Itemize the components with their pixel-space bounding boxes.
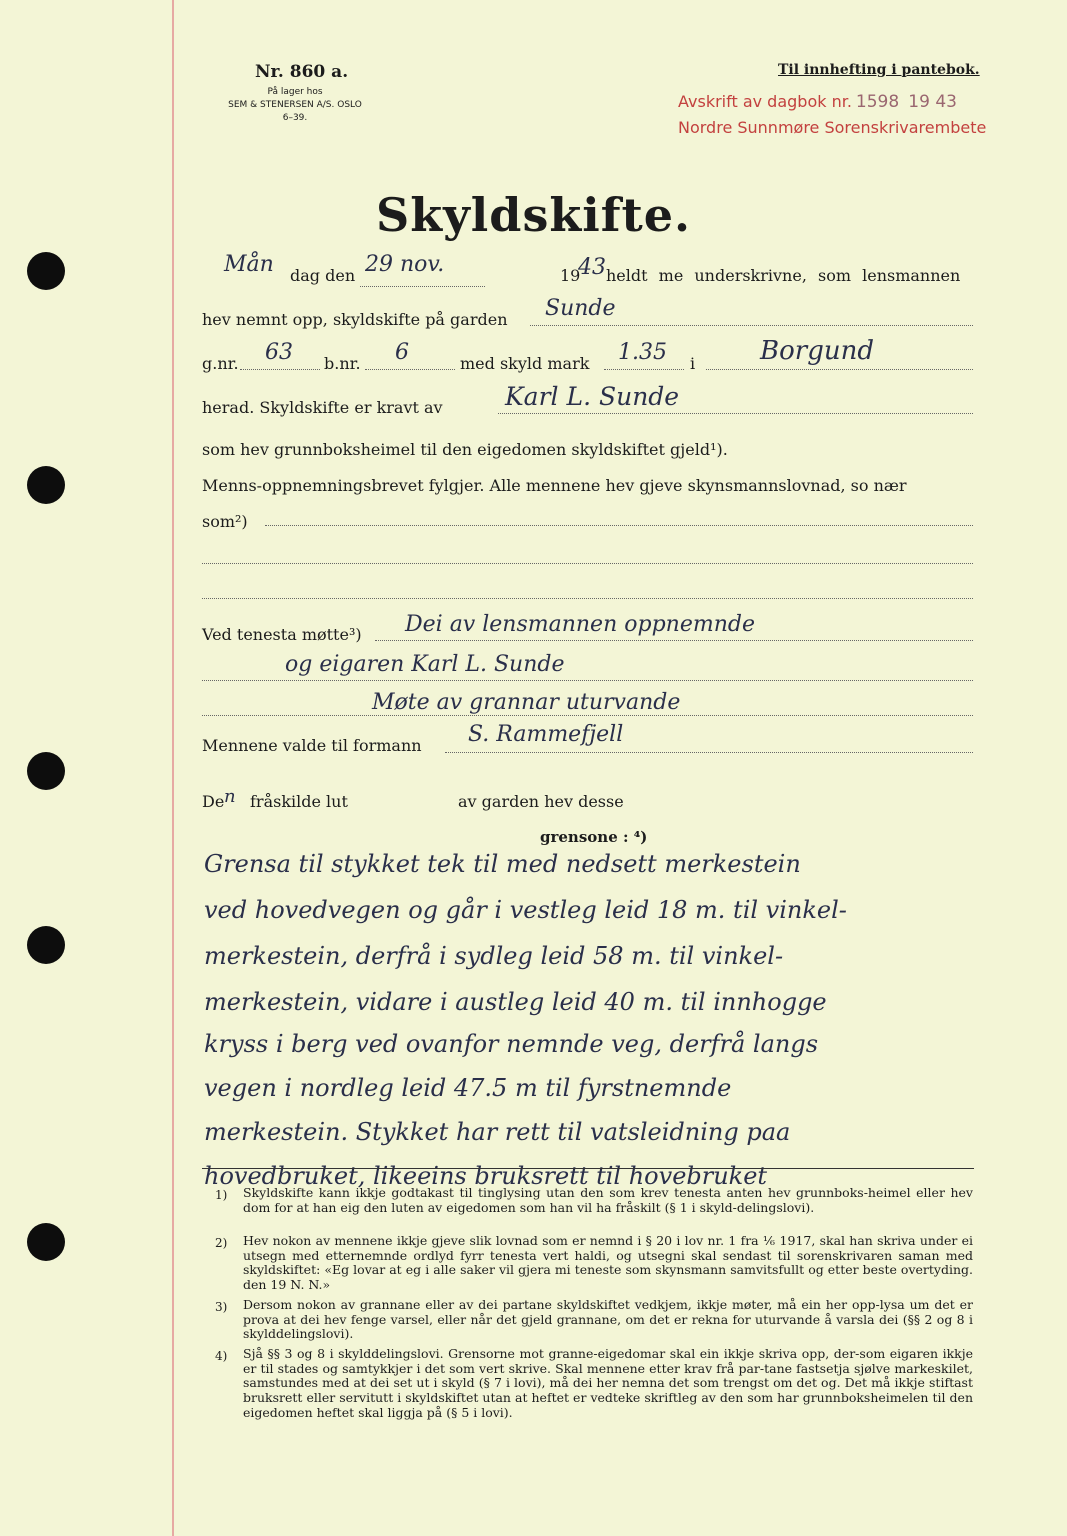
boundary-line: kryss i berg ved ovanfor nemnde veg, derfrå langs [204,1030,819,1058]
punch-hole [27,1223,65,1261]
label-dag-den: dag den [290,266,356,285]
handwritten-attendees: Dei av lensmannen oppnemnde [405,612,755,637]
fill-line [498,413,973,414]
boundary-line: merkestein. Stykket har rett til vatsleidning paa [204,1118,791,1146]
fill-line [706,369,973,370]
fill-line [202,715,973,716]
handwritten-neighbours: Møte av grannar uturvande [372,690,681,715]
label-menns-oppnemning: Menns-oppnemningsbrevet fylgjer. Alle mennene hev gjeve skynsmannslovnad, so nær [202,476,907,495]
footnote-number: 3) [215,1300,228,1314]
til-innhefting-label: Til innhefting i pantebok. [778,62,980,78]
footnote-text: Hev nokon av mennene ikkje gjeve slik lovnad som er nemnd i § 20 i lov nr. 1 fra ⅙ 1917, skal han skriva under ei utsegn med etternemnde ordlyd fyrr tenesta vert haldi, og utsegni skal sendast til sorenskrivaren saman med skyldskiftet: «Eg lovar at eg i alle saker vil gjera mi teneste som skynsmann samvitsfullt og etter beste overtyding. den 19 N. N.» [243,1233,973,1293]
handwritten-chairman: S. Rammefjell [468,722,624,747]
handwritten-suffix: n [224,786,236,807]
dagbok-stamp [678,92,957,112]
fill-line [202,598,973,599]
label-i: i [690,354,696,373]
punch-hole [27,252,65,290]
label-gnr: g.nr. [202,354,239,373]
label-fraskilde: fråskilde lut [250,792,348,811]
printer-line: SEM & STENERSEN A/S. OSLO [228,100,362,110]
handwritten-year: 43 [578,255,606,280]
fill-line [375,640,973,641]
handwritten-bnr: 6 [395,340,409,365]
printer-imprint [215,86,375,125]
footnote-text: Skyldskifte kann ikkje godtakast til tinglysing utan den som krev tenesta anten hev grunnboks-heimel eller hev dom for at han eig den luten av eigedomen som han vil ha fråskilt (§ 1 i skyld-delingslovi). [243,1185,973,1215]
handwritten-farm: Sunde [545,296,616,321]
stamp-year: 19 43 [908,92,957,112]
label-bnr: b.nr. [324,354,361,373]
label-som: som²) [202,512,248,531]
footnote-text: Dersom nokon av grannane eller av dei partane skyldskiftet vedkjem, ikkje møter, må ein her opp-lysa um det er prova at dei hev fenge varsel, eller når det gjeld grannane, om det er rekna for uturvande å varsla dei (§§ 2 og 8 i skylddelingslovi). [243,1297,973,1342]
boundary-line: ved hovedvegen og går i vestleg leid 18 m. til vinkel- [204,896,847,924]
punch-hole [27,466,65,504]
boundary-line: merkestein, derfrå i sydleg leid 58 m. til vinkel- [204,942,784,970]
handwritten-date: 29 nov. [365,252,445,277]
handwritten-day: Mån [224,252,274,277]
label-kravt-av: herad. Skyldskifte er kravt av [202,398,443,417]
fill-line [265,525,973,526]
handwritten-owner: og eigaren Karl L. Sunde [285,652,565,677]
label-formann: Mennene valde til formann [202,736,422,755]
footnote-number: 4) [215,1349,228,1363]
label-heldt: heldt me underskrivne, som lensmannen [606,266,961,285]
label-de: De [202,792,225,811]
fill-line [360,286,485,287]
footnote-text: Sjå §§ 3 og 8 i skylddelingslovi. Grensorne mot granne-eigedomar skal ein ikkje skriva opp, der-som eigaren ikkje er til stades og samtykkjer i det som vert skrive. Skal mennene etter krav frå par-tane fastsetja sjølve markeskilet, samstundes med at dei set ut i skyld (§ 7 i lovi), må dei her nemna det som trengst om det og. Det må ikkje stiftast bruksrett eller servitutt i skyldskiftet utan at heftet er vedteke skriftleg av den som har grunnboksheimelen til den eigedomen heftet skal liggja på (§ 5 i lovi). [243,1346,973,1420]
boundary-line: merkestein, vidare i austleg leid 40 m. til innhogge [204,988,827,1016]
form-number: Nr. 860 a. [255,62,349,82]
fill-line [604,369,684,370]
label-skyld-mark: med skyld mark [460,354,590,373]
label-av-garden: av garden hev desse [458,792,624,811]
fill-line [240,369,320,370]
handwritten-mark: 1.35 [618,340,667,365]
boundary-line: vegen i nordleg leid 47.5 m til fyrstnemnde [204,1074,732,1102]
printer-line: 6–39. [282,113,308,123]
handwritten-gnr: 63 [265,340,293,365]
footnote-divider [202,1168,974,1169]
label-grunnboksheimel: som hev grunnboksheimel til den eigedomen skyldskiftet gjeld¹). [202,440,728,459]
label-tenesta-motte: Ved tenesta møtte³) [202,625,362,644]
footnote-number: 2) [215,1236,228,1250]
document-title: Skyldskifte. [375,188,692,242]
printer-line: På lager hos [267,87,323,97]
handwritten-herad: Borgund [760,336,874,366]
label-grensone: grensone : ⁴) [540,828,648,846]
fill-line [365,369,455,370]
boundary-line: hovedbruket, likeeins bruksrett til hovebruket [204,1162,768,1190]
boundary-line: Grensa til stykket tek til med nedsett merkestein [204,850,801,878]
punch-hole [27,752,65,790]
fill-line [202,680,973,681]
fill-line [202,563,973,564]
fill-line [530,325,973,326]
punch-hole [27,926,65,964]
handwritten-claimant: Karl L. Sunde [505,382,680,411]
stamp-dagbok-number: 1598 [855,92,900,112]
stamp-label: Avskrift av dagbok nr. [678,92,852,111]
label-skyldskifte-gard: hev nemnt opp, skyldskifte på garden [202,310,508,329]
label-year-prefix: 19 [560,266,581,285]
footnote-number: 1) [215,1188,228,1202]
fill-line [445,752,973,753]
office-stamp: Nordre Sunnmøre Sorenskrivarembete [678,118,987,137]
